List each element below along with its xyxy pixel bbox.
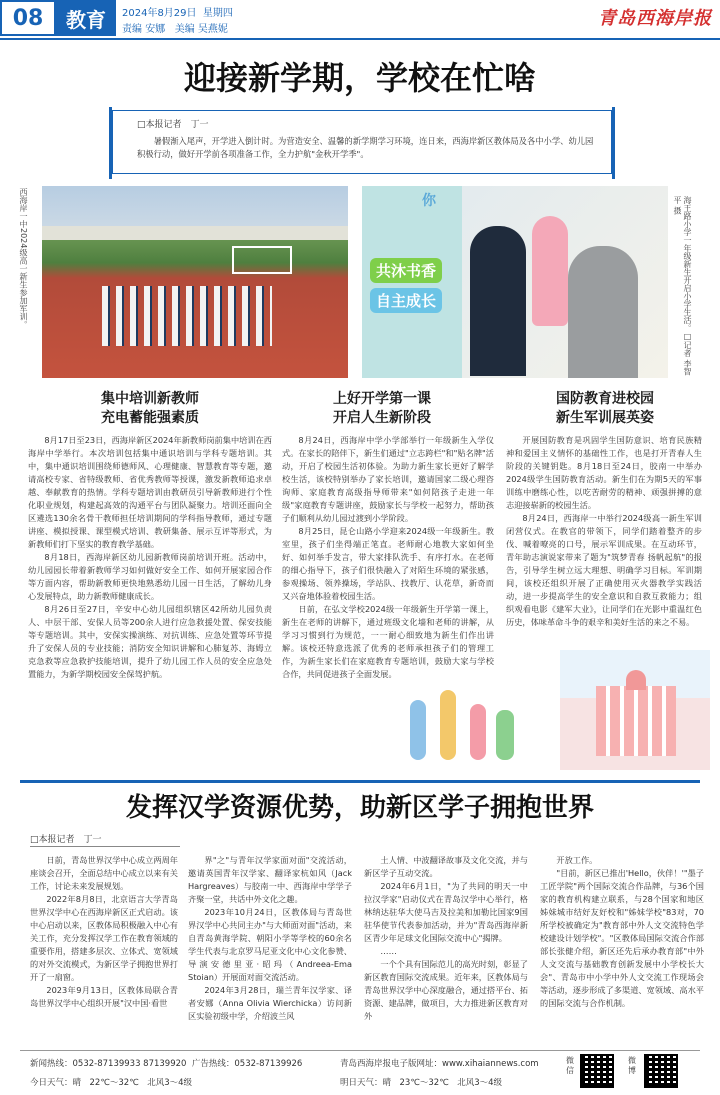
- caption-left: [18, 188, 38, 378]
- lead-text: 暑假渐入尾声，开学进入倒计时。为营造安全、温馨的新学期学习环境，连日来，西海岸新区教体局及各中小学、幼儿园积极行动，做好开学前各项准备工作，全力护航"金秋开学季"。: [137, 136, 594, 159]
- headline-2: 发挥汉学资源优势，助新区学子拥抱世界: [125, 793, 594, 823]
- article2-col3-paragraph: 土人情、中波翻译故事及文化交流，并与新区学子互动交流。: [364, 855, 528, 878]
- news-hotline: 0532-87139933 87139920: [72, 1059, 187, 1069]
- wechat-label: 微信: [566, 1056, 574, 1075]
- subhead-col2-line1: 上好开学第一课: [333, 391, 431, 407]
- subhead-col1-line2: 充电蓄能强素质: [101, 410, 199, 426]
- tomorrow-label: 明日天气：: [340, 1078, 383, 1088]
- mother: [568, 246, 638, 378]
- header-rule: [0, 38, 720, 40]
- col2-paragraph: 8月24日，西海岸中学小学部举行一年级新生入学仪式。在家长的陪伴下，新生们通过"立志跨栏"和"贴名牌"活动，开启了校园生活初体验。为助力新生家长更好了解学校生活，该校特别举办了家长培训，邀请国家二级心理咨询师、家庭教育高级指导师带来"如何陪孩子走进一年级"家庭教育专题讲座，鼓励家长与学校一起努力，帮助孩子们顺利从幼儿园过渡到小学阶段。: [282, 435, 494, 523]
- footer-tomorrow-weather: [340, 1076, 502, 1088]
- stands: [42, 226, 348, 240]
- subhead-col1: [40, 390, 260, 428]
- banner-2: 自主成长: [370, 288, 442, 313]
- editors: [122, 20, 228, 35]
- kids-illustration: [400, 690, 530, 770]
- article2-col3-paragraph: ……: [380, 946, 397, 956]
- article2-col2: [188, 854, 352, 1023]
- column-2-body: [282, 434, 494, 681]
- lead-box: [112, 110, 612, 174]
- today-label: 今日天气：: [30, 1078, 73, 1088]
- subhead-col3-line1: 国防教育进校园: [556, 391, 654, 407]
- subhead-col3: [510, 390, 700, 428]
- article2-col1-paragraph: 日前，青岛世界汉学中心成立两周年座谈会召开，全面总结中心成立以来有关工作，讨论未来发展规划。: [30, 855, 178, 891]
- article2-col3-paragraph: 2024年6月1日，"为了共同的明天一中拉汉学家"启动仪式在青岛汉学中心举行，格林纳达驻华大使马吉及拉美和加勒比国家9国驻华使节代表参加活动，并为"青岛西海岸新区青少年足球文化国际交流中心"揭牌。: [364, 881, 528, 943]
- article2-col3-paragraph: 一个个具有国际范儿的高光时刻，彰显了新区教育国际交流成果。近年来，区教体局与青岛世界汉学中心深度融合，通过搭平台、拓资源、建品牌，做项目，大力推进新区教育对外: [364, 959, 528, 1021]
- page-number: 08: [0, 0, 56, 36]
- col1-paragraph: 8月26日至27日，辛安中心幼儿园组织辖区42所幼儿园负责人、中层干部、安保人员等200余人进行应急救援处置、保安技能等专题培训。其中，安保实操演练、对抗训练、应急处置等环节提升了安保人员的专业技能；消防安全知识讲解和心肺复苏、海姆立克急救等应急救护技能培训，提升了幼儿园工作人员的安全应急处置能力，为新学期校园安全保驾护航。: [28, 604, 272, 679]
- tomorrow-weather: 晴 23℃～32℃ 北风3～4级: [382, 1078, 503, 1088]
- article2-col3: [364, 854, 528, 1023]
- lead-bracket-right: [605, 107, 615, 179]
- date: 2024年8月29日: [122, 8, 197, 19]
- editor-name: 安娜: [145, 24, 166, 35]
- marching-students: [102, 286, 272, 346]
- weibo-qr-code[interactable]: [644, 1054, 678, 1088]
- news-hotline-label: 新闻热线：: [30, 1059, 73, 1069]
- weekday: 星期四: [202, 8, 233, 19]
- caption-left-text: 西海岸一中2024级高一新生参加军训。: [19, 188, 28, 329]
- headline-1: 迎接新学期，学校在忙啥: [183, 59, 536, 97]
- today-weather: 晴 22℃～32℃ 北风3～4级: [72, 1078, 193, 1088]
- footer-epaper: [340, 1057, 539, 1069]
- kid-3: [470, 704, 486, 760]
- masthead-logo: 青岛西海岸报: [598, 8, 712, 29]
- article2-col2-paragraph: 2024年3月28日，瑞兰青年汉学家、译者安娜（Anna Olivia Wierchicka）访问新区实验初级中学，介绍波兰风: [188, 985, 352, 1021]
- editor-label: 责编: [122, 24, 142, 35]
- goal-post: [232, 246, 292, 274]
- article2-col1-paragraph: 2022年8月8日，北京语言大学青岛世界汉学中心在西海岸新区正式启动。该中心启动以来，区教体局积极融入中心有关工作，充分发挥汉学工作在教育领域的重要作用，搭建多层次、立体式、宽领域的对外交流模式，为新区学子拥抱世界打开了一扇窗。: [30, 894, 178, 982]
- article2-col4: [540, 854, 704, 1010]
- photo-first-graders: [362, 186, 668, 378]
- kid-2: [440, 690, 456, 760]
- kid-4: [496, 710, 514, 760]
- girl: [532, 216, 568, 326]
- epaper-url[interactable]: www.xihaiannews.com: [442, 1059, 539, 1069]
- photo-military-training: [42, 186, 348, 378]
- article2-col1-paragraph: 2023年9月13日，区教体局联合青岛世界汉学中心组织开展"汉中国·看世: [30, 985, 178, 1008]
- school-illustration: [560, 650, 710, 770]
- footer-today-weather: [30, 1076, 192, 1088]
- article2-col2-paragraph: 界"之"与青年汉学家面对面"交流活动，邀请英国青年汉学家、翻译家杭如风（Jack Hargreaves）与胶南一中、西海岸中学学子齐聚一堂，共话中外文化之趣。: [188, 855, 352, 904]
- column-1-body: [28, 434, 272, 681]
- father: [470, 226, 526, 376]
- subhead-col1-line1: 集中培训新教师: [101, 391, 199, 407]
- subhead-col2: [282, 390, 482, 428]
- lead-bracket-left: [109, 107, 119, 179]
- col1-paragraph: 8月18日，西海岸新区幼儿园新教师岗前培训开班。活动中，幼儿园园长带着新教师学习如何做好安全工作、如何开展家园合作等方面内容，帮助新教师更快地熟悉幼儿园一日生活，了解幼儿身心发展特点，助力新教师健康成长。: [28, 552, 272, 601]
- banner-1: 共沐书香: [370, 258, 442, 283]
- weibo-label: 微博: [628, 1056, 636, 1075]
- byline-rule: [30, 846, 180, 847]
- caption-right: [672, 196, 692, 376]
- issue-date: [122, 4, 233, 19]
- footer-hotlines: [30, 1057, 302, 1069]
- byline-1: □本报记者 丁一: [137, 120, 209, 130]
- col2-paragraph: 日前，在弘文学校2024级一年级新生开学第一课上，新生在老师的讲解下，通过班级文化墙和老师的讲解，从学习习惯到行为规范，一一耐心细致地为新生们作出讲解。该校还特意选派了优秀的老师承担孩子们的管理工作，为新生家长们在家庭教育专题培训，鼓励大家与学校合作，共同促进孩子全面发展。: [282, 604, 494, 679]
- col2-paragraph: 8月25日，昆仑山路小学迎来2024级一年级新生。教室里，孩子们坐得端正笔直。老师耐心地教大家如何坐好、如何举手发言，带大家排队洗手、有序打水。在老师的细心指导下，孩子们很快融入了对陌生环境的紧张感，参观操场、领养操场，学站队、找教厅、认花草，新奇而又兴奋地体验着校园生活。: [282, 526, 494, 601]
- footer-rule: [20, 1050, 700, 1051]
- ad-hotline-label: 广告热线：: [191, 1059, 235, 1069]
- col3-paragraph: 开展国防教育是巩固学生国防意识、培育民族精神和爱国主义情怀的基础性工作，也是打开青春人生阶段的关键钥匙。8月18日至24日，胶南一中举办2024级学生国防教育活动。新生们在为期5天的军事训练中磨练心性，以吃苦耐劳的精神、顽强拼搏的意志迎接崭新的校园生活。: [506, 435, 702, 510]
- section-name: 教育: [56, 0, 116, 36]
- designer-label: 美编: [174, 24, 195, 35]
- column-3-body: [506, 434, 702, 629]
- caption-right-text: 海王路小学一年级新生开启小学生活。□记者 李智平 摄: [673, 196, 692, 376]
- article2-col2-paragraph: 2023年10月24日，区教体局与青岛世界汉学中心共同主办"与大师面对面"活动，来自青岛黄海学院、朝阳小学等学校的60余名学生代表与北京罗马尼亚文化中心文化参赞、导演安德里亚·昭玛（Andreea-Ema Stoian）开展面对面交流活动。: [188, 907, 352, 982]
- school-tower: [626, 670, 646, 690]
- subhead-col3-line2: 新生军训展英姿: [556, 410, 654, 426]
- banner-top-word: 你: [422, 193, 436, 209]
- section-divider: [20, 780, 700, 783]
- article2-col4-paragraph: "目前，新区已推出'Hello，伙伴！'"墨子工匠学院"两个国际交流合作品牌，与36个国家的教育机构建立联系，与28个国家和地区姊妹城市结好友好校和"姊妹学校"83对，70所学校被确定为"教育部中外人文交流特色学校建设计划学校"。"区教体局国际交流合作部部长张健介绍，新区还先后承办教育部"中外人文交流与基础教育创新发展中小学校长大会"、青岛市中小学中外人文交流工作现场会等活动，逐步形成了多渠道、宽领域、高水平的国际交流与合作机制。: [540, 868, 704, 1008]
- epaper-label: 青岛西海岸报电子版网址：: [340, 1059, 443, 1069]
- kid-1: [410, 700, 426, 760]
- col3-paragraph: 8月24日，西海岸一中举行2024级高一新生军训闭营仪式。在教官的带领下，同学们踏着整齐的步伐、喊着嘹亮的口号，展示军训成果。在互动环节，青年助志演说家带来了题为"筑梦青春 扬帆起航"的报告，引导学生树立远大理想、明确学习目标。军训期间，该校还组织开展了正确使用灭火器教学实践活动，进一步提高学生的安全意识和自救互救能力；组织观看电影《建军大业》，让同学们在光影中重温红色历史，体味革命斗争的艰辛和美好生活的来之不易。: [506, 513, 702, 627]
- designer-name: 吴燕妮: [197, 24, 228, 35]
- subhead-col2-line2: 开启人生新阶段: [333, 410, 431, 426]
- col1-paragraph: 8月17日至23日，西海岸新区2024年新教师岗前集中培训在西海岸中学举行。本次培训包括集中通识培训与学科专题培训。其中，集中通识培训围绕师德师风、心理健康、智慧教育等专题，邀请高校专家、省特级教师、省优秀教师等授课，激发新教师追求卓越、奉献教育的热情。学科专题培训由教研员引导新教师进行个性化职业规划，构建起高效的沟通平台与团队凝聚力。培训还面向全区遴选130余名骨干教师担任培训期间的学科指导教师，通过专题讲座、模拟授课、课型模式培训、教研集备、展示互评等形式，为新教师们打下坚实的教育教学基础。: [28, 435, 272, 549]
- article2-col4-paragraph: 开放工作。: [556, 855, 598, 865]
- ad-hotline: 0532-87139926: [234, 1059, 303, 1069]
- school-building: [596, 686, 676, 756]
- wechat-qr-code[interactable]: [580, 1054, 614, 1088]
- article2-col1: [30, 854, 178, 1010]
- byline-2: □本报记者 丁一: [30, 835, 102, 845]
